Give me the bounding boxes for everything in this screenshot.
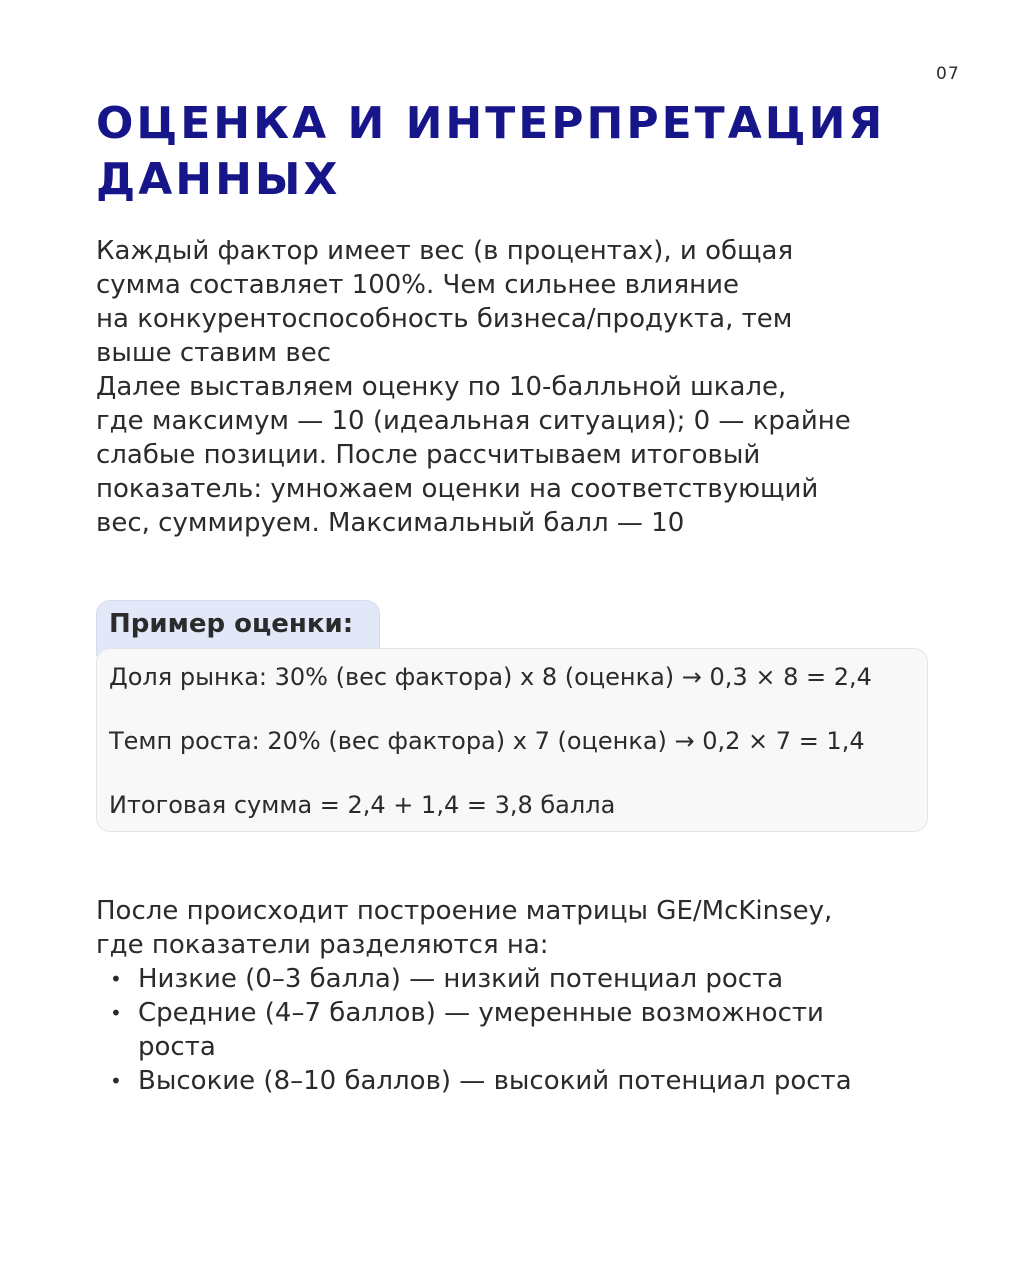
page-number: 07 <box>936 64 960 84</box>
intro-line: Каждый фактор имеет вес (в процентах), и общая <box>96 236 794 266</box>
intro-line: сумма составляет 100%. Чем сильнее влияние <box>96 270 739 300</box>
matrix-paragraph <box>96 894 956 962</box>
example-box <box>96 648 928 832</box>
page-title-line: ОЦЕНКА И ИНТЕРПРЕТАЦИЯ <box>96 98 886 149</box>
example-heading: Пример оценки: <box>109 609 354 639</box>
intro-paragraph <box>96 234 946 540</box>
list-item-text: Низкие (0–3 балла) — низкий потенциал роста <box>138 964 784 994</box>
intro-line: показатель: умножаем оценки на соответствующий <box>96 474 819 504</box>
list-item-text: Средние (4–7 баллов) — умеренные возможности <box>138 998 824 1028</box>
matrix-line: где показатели разделяются на: <box>96 930 549 960</box>
list-item-low <box>96 962 956 996</box>
levels-list <box>96 962 956 1098</box>
example-line-market-share: Доля рынка: 30% (вес фактора) x 8 (оценка) → 0,3 × 8 = 2,4 <box>109 663 872 691</box>
intro-line: где максимум — 10 (идеальная ситуация); 0 — крайне <box>96 406 851 436</box>
intro-line: вес, суммируем. Максимальный балл — 10 <box>96 508 685 538</box>
intro-line: слабые позиции. После рассчитываем итоговый <box>96 440 761 470</box>
list-item-high <box>96 1064 956 1098</box>
page-title-line: ДАННЫХ <box>96 154 341 205</box>
list-item-text: Высокие (8–10 баллов) — высокий потенциал роста <box>138 1066 852 1096</box>
example-line-total: Итоговая сумма = 2,4 + 1,4 = 3,8 балла <box>109 791 616 819</box>
example-line-growth-rate: Темп роста: 20% (вес фактора) x 7 (оценка) → 0,2 × 7 = 1,4 <box>109 727 865 755</box>
intro-line: Далее выставляем оценку по 10-балльной шкале, <box>96 372 787 402</box>
list-item-medium <box>96 996 956 1064</box>
intro-line: на конкурентоспособность бизнеса/продукта, тем <box>96 304 793 334</box>
matrix-line: После происходит построение матрицы GE/McKinsey, <box>96 896 833 926</box>
list-item-continuation: роста <box>138 1032 216 1062</box>
bullet-icon: • <box>110 967 122 991</box>
intro-line: выше ставим вес <box>96 338 331 368</box>
page-title <box>96 96 956 208</box>
bullet-icon: • <box>110 1069 122 1093</box>
bullet-icon: • <box>110 1001 122 1025</box>
